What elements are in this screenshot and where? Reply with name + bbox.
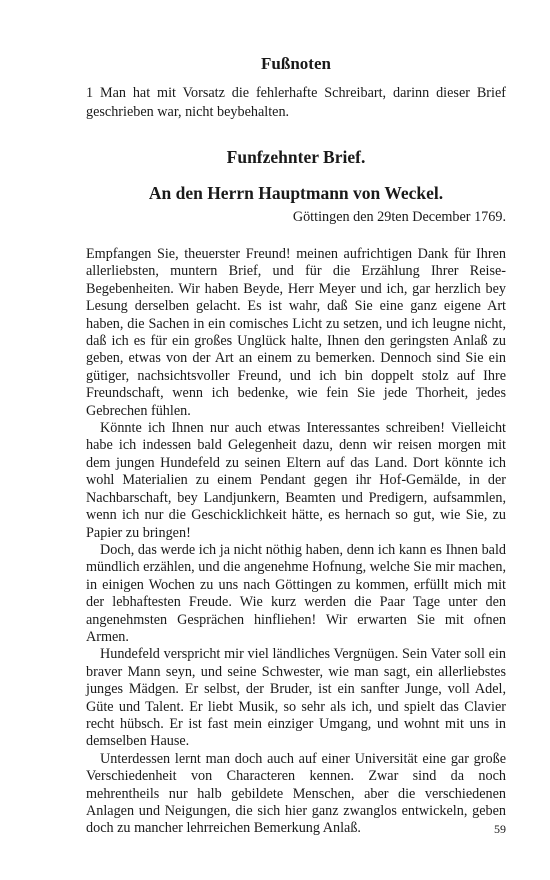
footnotes-heading: Fußnoten xyxy=(261,54,331,73)
page-number: 59 xyxy=(494,822,506,836)
paragraph: Empfangen Sie, theuerster Freund! meinen aufrichtigen Dank für Ihren allerliebsten, muntern Brief, und für die Erzählung Ihrer Reise-Begebenheiten. Wir haben Beyde, Herr Meyer und ich, gar herzlich bey Lesung derselben gelacht. Es ist wahr, daß Sie eine ganz eigene Art haben, die Sachen in ein comisches Licht zu setzen, und ich leugne nicht, daß ich es für ein großes Unglück halte, Ihnen den geringsten Anlaß zu geben, etwas von der Art an einem zu bemerken. Dennoch sind Sie ein gütiger, nachsichtsvoller Freund, und ich bin doppelt stolz auf Ihre Freundschaft, wenn ich bedenke, wie fein Sie jede Thorheit, jedes Gebrechen fühlen. xyxy=(86,246,506,419)
letter-body xyxy=(86,246,506,838)
letter-dateline: Göttingen den 29ten December 1769. xyxy=(292,209,506,225)
footnote-text: 1 Man hat mit Vorsatz die fehlerhafte Schreibart, darinn dieser Brief geschrieben war, nicht beybehalten. xyxy=(86,85,506,120)
paragraph: Könnte ich Ihnen nur auch etwas Interessantes schreiben! Vielleicht habe ich indessen bald Gelegenheit dazu, denn wir reisen morgen mit dem jungen Hundefeld zu seinen Eltern auf das Land. Dort könnte ich wohl Materialien zu einem Pendant gegen ihr Hof-Gemälde, in der Nachbarschaft, bey Landjunkern, Beamten und Predigern, aufsammlen, wenn ich nur die Geschicklichkeit hätte, es hernach so gut, wie Sie, zu Papier zu bringen! xyxy=(86,420,506,541)
book-page xyxy=(86,54,506,838)
paragraph: Unterdessen lernt man doch auch auf einer Universität eine gar große Verschiedenheit von Characteren kennen. Zwar sind da noch mehrentheils nur halb gebildete Menschen, aber die verschiedenen Anlagen und Neigungen, die sich hier ganz zwanglos entwickeln, geben doch zu mancher lehrreichen Bemerkung Anlaß. xyxy=(86,750,506,837)
letter-addressee: An den Herrn Hauptmann von Weckel. xyxy=(148,183,444,203)
paragraph: Hundefeld verspricht mir viel ländliches Vergnügen. Sein Vater soll ein braver Mann seyn, und seine Schwester, wie man sagt, ein allerliebstes junges Mädgen. Er selbst, der Bruder, ist ein sanfter Junge, voll Adel, Güte und Talent. Er liebt Musik, so sehr als ich, und spielt das Clavier recht hübsch. Er ist fast mein einziger Umgang, und wohnt mit uns in demselben Hause. xyxy=(86,646,506,750)
paragraph: Doch, das werde ich ja nicht nöthig haben, denn ich kann es Ihnen bald mündlich erzählen, und die angenehme Hofnung, welche Sie mir machen, in einigen Wochen zu uns nach Göttingen zu kommen, erfüllt mich mit der lebhaftesten Freude. Wie kurz werden die Paar Tage unter den angenehmsten Gesprächen hinfliehen! Wir erwarten Sie mit ofnen Armen. xyxy=(86,541,506,645)
letter-title: Funfzehnter Brief. xyxy=(226,147,366,167)
